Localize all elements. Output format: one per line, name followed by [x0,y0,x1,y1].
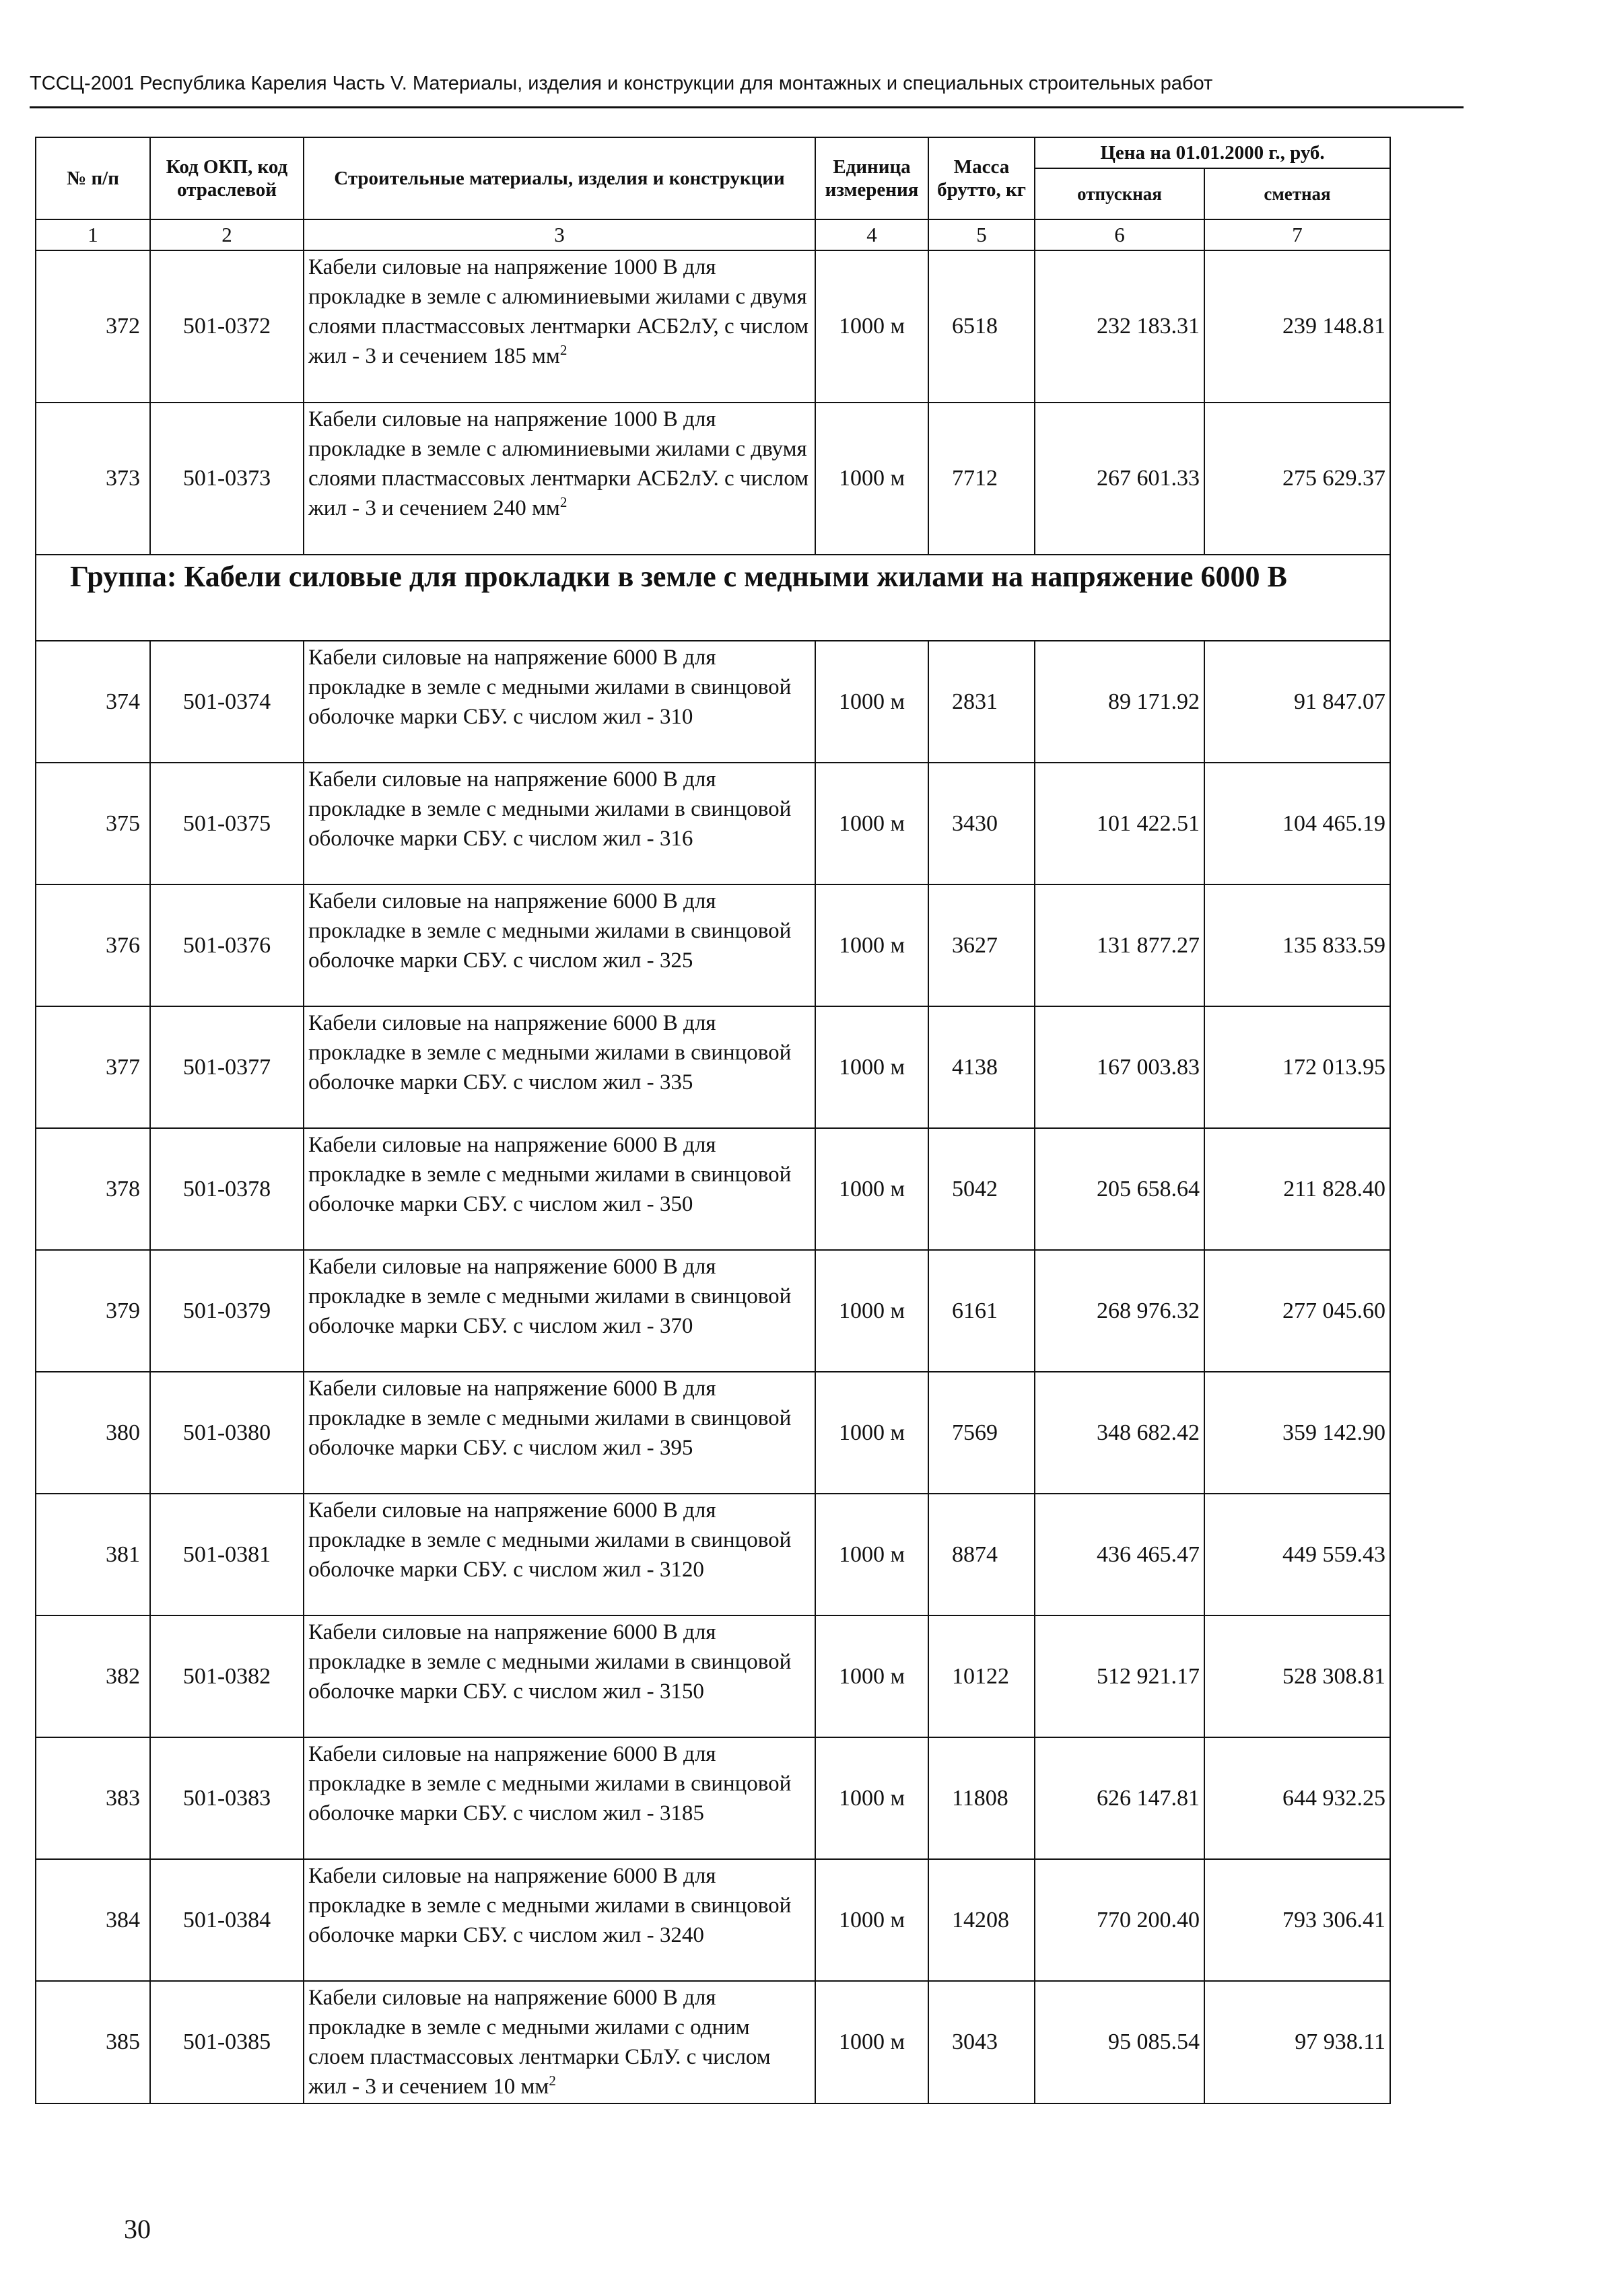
row-mass: 8874 [928,1494,1035,1615]
row-price-estimate: 172 013.95 [1204,1006,1390,1128]
row-mass: 7712 [928,403,1035,555]
header-price-group: Цена на 01.01.2000 г., руб. [1035,137,1390,168]
row-mass: 7569 [928,1372,1035,1494]
column-number: 3 [304,219,815,250]
row-unit: 1000 м [815,1615,928,1737]
header-price-release: отпускная [1035,168,1204,219]
row-unit: 1000 м [815,1006,928,1128]
row-description: Кабели силовые на напряжение 6000 В для прокладке в земле с медными жилами в свинцовой оболочке марки СБУ. с числом жил - 335 [304,1006,815,1128]
row-number: 374 [36,641,150,763]
row-description: Кабели силовые на напряжение 6000 В для прокладке в земле с медными жилами в свинцовой оболочке марки СБУ. с числом жил - 3185 [304,1737,815,1859]
header-code: Код ОКП, код отраслевой [150,137,304,219]
row-mass: 5042 [928,1128,1035,1250]
row-code: 501-0381 [150,1494,304,1615]
row-unit: 1000 м [815,884,928,1006]
row-price-release: 436 465.47 [1035,1494,1204,1615]
row-price-release: 95 085.54 [1035,1981,1204,2103]
table-row [36,1859,1390,1981]
row-mass: 14208 [928,1859,1035,1981]
row-unit: 1000 м [815,1494,928,1615]
row-price-release: 267 601.33 [1035,403,1204,555]
superscript: 2 [559,342,568,358]
document-header: ТССЦ-2001 Республика Карелия Часть V. Материалы, изделия и конструкции для монтажных и специальных строительных работ [30,73,1213,94]
row-price-estimate: 104 465.19 [1204,763,1390,884]
column-number: 6 [1035,219,1204,250]
row-code: 501-0385 [150,1981,304,2103]
row-mass: 6518 [928,250,1035,403]
row-price-release: 348 682.42 [1035,1372,1204,1494]
row-description: Кабели силовые на напряжение 6000 В для прокладке в земле с медными жилами с одним слоем пластмассовых лентмарки СБлУ. с числом жил - 3 и сечением 10 $мм^2$ [304,1981,815,2103]
row-description: Кабели силовые на напряжение 6000 В для прокладке в земле с медными жилами в свинцовой оболочке марки СБУ. с числом жил - 3240 [304,1859,815,1981]
row-price-estimate: 359 142.90 [1204,1372,1390,1494]
row-number: 385 [36,1981,150,2103]
table-row [36,403,1390,555]
header-num: № п/п [36,137,150,219]
superscript: 2 [559,494,568,510]
row-unit: 1000 м [815,403,928,555]
row-unit: 1000 м [815,1128,928,1250]
table-body [36,250,1390,2103]
row-description: Кабели силовые на напряжение 1000 В для прокладке в земле с алюминиевыми жилами с двумя слоями пластмассовых лентмарки АСБ2лУ. с числом жил - 3 и сечением 240 $мм^2$ [304,403,815,555]
row-description: Кабели силовые на напряжение 6000 В для прокладке в земле с медными жилами в свинцовой оболочке марки СБУ. с числом жил - 3150 [304,1615,815,1737]
row-price-release: 89 171.92 [1035,641,1204,763]
row-number: 380 [36,1372,150,1494]
row-number: 382 [36,1615,150,1737]
row-number: 383 [36,1737,150,1859]
row-price-release: 131 877.27 [1035,884,1204,1006]
row-price-estimate: 211 828.40 [1204,1128,1390,1250]
table-row [36,1006,1390,1128]
row-price-release: 626 147.81 [1035,1737,1204,1859]
row-price-release: 232 183.31 [1035,250,1204,403]
row-description: Кабели силовые на напряжение 6000 В для прокладке в земле с медными жилами в свинцовой оболочке марки СБУ. с числом жил - 350 [304,1128,815,1250]
header-name: Строительные материалы, изделия и конструкции [304,137,815,219]
row-code: 501-0374 [150,641,304,763]
row-mass: 3043 [928,1981,1035,2103]
row-price-estimate: 644 932.25 [1204,1737,1390,1859]
row-code: 501-0380 [150,1372,304,1494]
row-number: 381 [36,1494,150,1615]
row-number: 378 [36,1128,150,1250]
row-unit: 1000 м [815,641,928,763]
header-mass: Масса брутто, кг [928,137,1035,219]
row-price-release: 167 003.83 [1035,1006,1204,1128]
group-row [36,555,1390,641]
row-code: 501-0383 [150,1737,304,1859]
table-row [36,1981,1390,2103]
row-description: Кабели силовые на напряжение 6000 В для прокладке в земле с медными жилами в свинцовой оболочке марки СБУ. с числом жил - 316 [304,763,815,884]
row-number: 375 [36,763,150,884]
table-row [36,250,1390,403]
row-mass: 4138 [928,1006,1035,1128]
row-number: 376 [36,884,150,1006]
row-code: 501-0382 [150,1615,304,1737]
row-price-release: 268 976.32 [1035,1250,1204,1372]
row-code: 501-0375 [150,763,304,884]
row-price-estimate: 135 833.59 [1204,884,1390,1006]
row-price-release: 101 422.51 [1035,763,1204,884]
row-price-estimate: 97 938.11 [1204,1981,1390,2103]
row-unit: 1000 м [815,1737,928,1859]
table-row [36,884,1390,1006]
row-price-release: 770 200.40 [1035,1859,1204,1981]
column-number: 2 [150,219,304,250]
row-number: 373 [36,403,150,555]
row-price-estimate: 277 045.60 [1204,1250,1390,1372]
table-row [36,763,1390,884]
row-unit: 1000 м [815,250,928,403]
row-code: 501-0376 [150,884,304,1006]
row-unit: 1000 м [815,1859,928,1981]
row-price-release: 205 658.64 [1035,1128,1204,1250]
row-description: Кабели силовые на напряжение 6000 В для прокладке в земле с медными жилами в свинцовой оболочке марки СБУ. с числом жил - 3120 [304,1494,815,1615]
column-number: 1 [36,219,150,250]
row-price-release: 512 921.17 [1035,1615,1204,1737]
table-row [36,1494,1390,1615]
row-code: 501-0373 [150,403,304,555]
header-unit: Единица измерения [815,137,928,219]
row-unit: 1000 м [815,763,928,884]
price-table [35,137,1391,2104]
row-number: 372 [36,250,150,403]
row-code: 501-0377 [150,1006,304,1128]
row-description: Кабели силовые на напряжение 6000 В для прокладке в земле с медными жилами в свинцовой оболочке марки СБУ. с числом жил - 325 [304,884,815,1006]
table-row [36,1737,1390,1859]
table-row [36,641,1390,763]
row-number: 379 [36,1250,150,1372]
column-number: 7 [1204,219,1390,250]
row-code: 501-0384 [150,1859,304,1981]
page-number: 30 [124,2214,151,2244]
row-mass: 10122 [928,1615,1035,1737]
row-code: 501-0378 [150,1128,304,1250]
group-title: Группа: Кабели силовые для прокладки в земле с медными жилами на напряжение 6000 В [36,555,1390,641]
row-code: 501-0379 [150,1250,304,1372]
table-row [36,1128,1390,1250]
table-row [36,1615,1390,1737]
table-row [36,1250,1390,1372]
row-unit: 1000 м [815,1372,928,1494]
header-divider [30,106,1464,108]
row-price-estimate: 239 148.81 [1204,250,1390,403]
table-row [36,1372,1390,1494]
row-number: 384 [36,1859,150,1981]
row-description: Кабели силовые на напряжение 6000 В для прокладке в земле с медными жилами в свинцовой оболочке марки СБУ. с числом жил - 310 [304,641,815,763]
row-description: Кабели силовые на напряжение 6000 В для прокладке в земле с медными жилами в свинцовой оболочке марки СБУ. с числом жил - 395 [304,1372,815,1494]
row-unit: 1000 м [815,1981,928,2103]
row-code: 501-0372 [150,250,304,403]
row-mass: 6161 [928,1250,1035,1372]
row-price-estimate: 449 559.43 [1204,1494,1390,1615]
column-number: 4 [815,219,928,250]
row-mass: 2831 [928,641,1035,763]
row-description: Кабели силовые на напряжение 6000 В для прокладке в земле с медными жилами в свинцовой оболочке марки СБУ. с числом жил - 370 [304,1250,815,1372]
row-description: Кабели силовые на напряжение 1000 В для прокладке в земле с алюминиевыми жилами с двумя слоями пластмассовых лентмарки АСБ2лУ, с числом жил - 3 и сечением 185 $мм^2$ [304,250,815,403]
column-number: 5 [928,219,1035,250]
row-number: 377 [36,1006,150,1128]
row-unit: 1000 м [815,1250,928,1372]
row-price-estimate: 528 308.81 [1204,1615,1390,1737]
row-mass: 3430 [928,763,1035,884]
header-price-estimate: сметная [1204,168,1390,219]
row-price-estimate: 91 847.07 [1204,641,1390,763]
row-mass: 3627 [928,884,1035,1006]
superscript: 2 [549,2073,556,2089]
row-price-estimate: 275 629.37 [1204,403,1390,555]
row-mass: 11808 [928,1737,1035,1859]
row-price-estimate: 793 306.41 [1204,1859,1390,1981]
